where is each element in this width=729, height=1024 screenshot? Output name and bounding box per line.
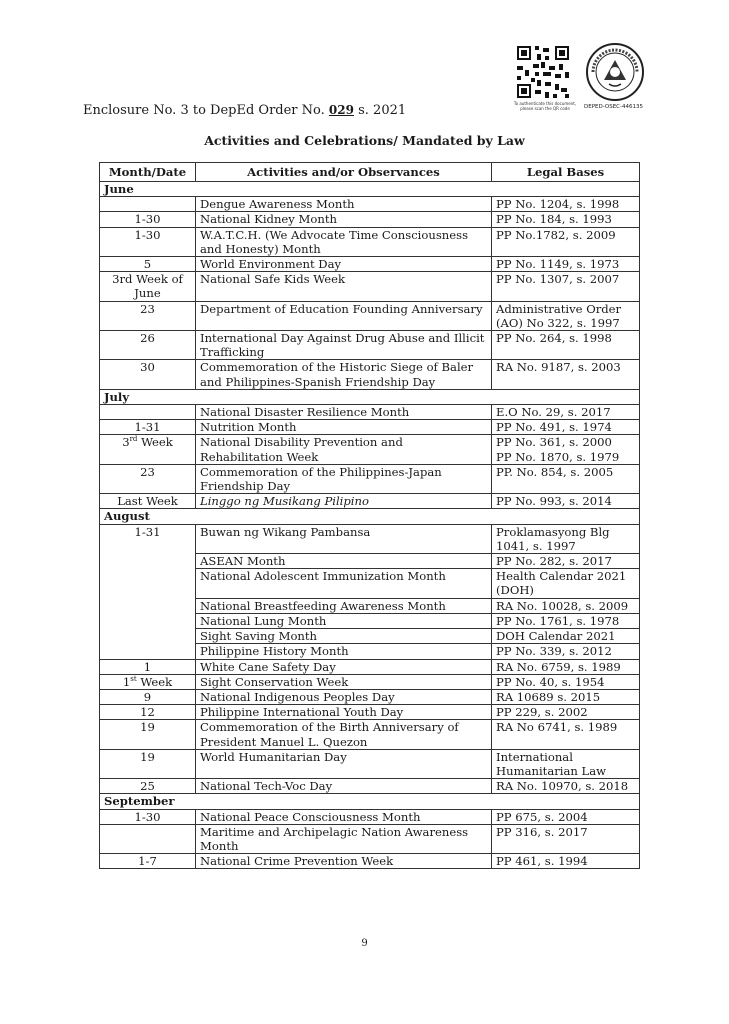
page-title: Activities and Celebrations/ Mandated by Law — [204, 133, 525, 148]
month-row-june — [100, 182, 640, 197]
table-row: 1-30 National Kidney Month PP No. 184, s. 1993 — [100, 212, 640, 227]
table-row: Philippine History Month PP No. 339, s. 2012 — [100, 644, 640, 659]
enclosure-prefix: Enclosure No. 3 to DepEd Order No. — [83, 103, 325, 118]
table-row: 26 International Day Against Drug Abuse and Illicit Trafficking PP No. 264, s. 1998 — [100, 331, 640, 360]
table-row: 5 World Environment Day PP No. 1149, s. 1973 — [100, 257, 640, 272]
qr-code-icon — [515, 44, 571, 100]
month-label: June — [100, 182, 640, 197]
page-number: 9 — [361, 938, 368, 949]
month-row-september — [100, 794, 640, 809]
table-row: 19 World Humanitarian Day International Humanitarian Law — [100, 749, 640, 778]
table-row: Dengue Awareness Month PP No. 1204, s. 1998 — [100, 197, 640, 212]
table-row: National Disaster Resilience Month E.O No. 29, s. 2017 — [100, 405, 640, 420]
table-row: Last Week Linggo ng Musikang Pilipino PP No. 993, s. 2014 — [100, 494, 640, 509]
table-row: 12 Philippine International Youth Day PP 229, s. 2002 — [100, 705, 640, 720]
month-row-august — [100, 509, 640, 524]
month-row-july — [100, 389, 640, 404]
deped-seal-icon — [585, 42, 645, 102]
table-row: 25 National Tech-Voc Day RA No. 10970, s. 2018 — [100, 779, 640, 794]
table-header-row — [100, 163, 640, 182]
table-row: 9 National Indigenous Peoples Day RA 10689 s. 2015 — [100, 689, 640, 704]
order-number: 029 — [328, 103, 354, 117]
activities-table — [99, 162, 640, 869]
table-row: 19 Commemoration of the Birth Anniversary of President Manuel L. Quezon RA No 6741, s. 1989 — [100, 720, 640, 749]
table-row: 1st Week Sight Conservation Week PP No. 40, s. 1954 — [100, 674, 640, 689]
auth-note-line-2: please scan the QR code — [520, 106, 570, 111]
enclosure-suffix: s. 2021 — [358, 103, 407, 118]
month-label: August — [100, 509, 640, 524]
table-row: National Breastfeeding Awareness Month RA No. 10028, s. 2009 — [100, 598, 640, 613]
table-row: Sight Saving Month DOH Calendar 2021 — [100, 629, 640, 644]
table-row: 1-31 Nutrition Month PP No. 491, s. 1974 — [100, 420, 640, 435]
table-row: 23 Department of Education Founding Anniversary Administrative Order (AO) No 322, s. 1997 — [100, 301, 640, 330]
table-row: 1-30 National Peace Consciousness Month PP 675, s. 2004 — [100, 809, 640, 824]
table-row: 23 Commemoration of the Philippines-Japan Friendship Day PP. No. 854, s. 2005 — [100, 464, 640, 493]
enclosure-line — [83, 103, 406, 118]
table-row: National Adolescent Immunization Month Health Calendar 2021 (DOH) — [100, 569, 640, 598]
table-row: ASEAN Month PP No. 282, s. 2017 — [100, 554, 640, 569]
table-row: 1-7 National Crime Prevention Week PP 461, s. 1994 — [100, 854, 640, 869]
header-activity: Activities and/or Observances — [196, 163, 492, 182]
table-row: 3rd Week of June National Safe Kids Week PP No. 1307, s. 2007 — [100, 272, 640, 301]
month-label: September — [100, 794, 640, 809]
table-row: Maritime and Archipelagic Nation Awareness Month PP 316, s. 2017 — [100, 824, 640, 853]
table-row: 1-31 Buwan ng Wikang Pambansa Proklamasyong Blg 1041, s. 1997 — [100, 524, 640, 553]
month-label: July — [100, 389, 640, 404]
header-legal: Legal Bases — [492, 163, 640, 182]
table-row: 30 Commemoration of the Historic Siege of Baler and Philippines-Spanish Friendship Day RA No. 9187, s. 2003 — [100, 360, 640, 389]
table-row: 1 White Cane Safety Day RA No. 6759, s. 1989 — [100, 659, 640, 674]
authentication-note — [507, 101, 583, 111]
table-row: 3rd Week National Disability Prevention and Rehabilitation Week PP No. 361, s. 2000 PP No. 1870, s. 1979 — [100, 435, 640, 464]
table-row: National Lung Month PP No. 1761, s. 1978 — [100, 613, 640, 628]
table-row: 1-30 W.A.T.C.H. (We Advocate Time Consciousness and Honesty) Month PP No.1782, s. 2009 — [100, 227, 640, 256]
auth-note-line-1: To authenticate this document, — [513, 101, 577, 106]
header-date: Month/Date — [100, 163, 196, 182]
document-code: DEPED-OSEC-446135 — [584, 104, 643, 110]
